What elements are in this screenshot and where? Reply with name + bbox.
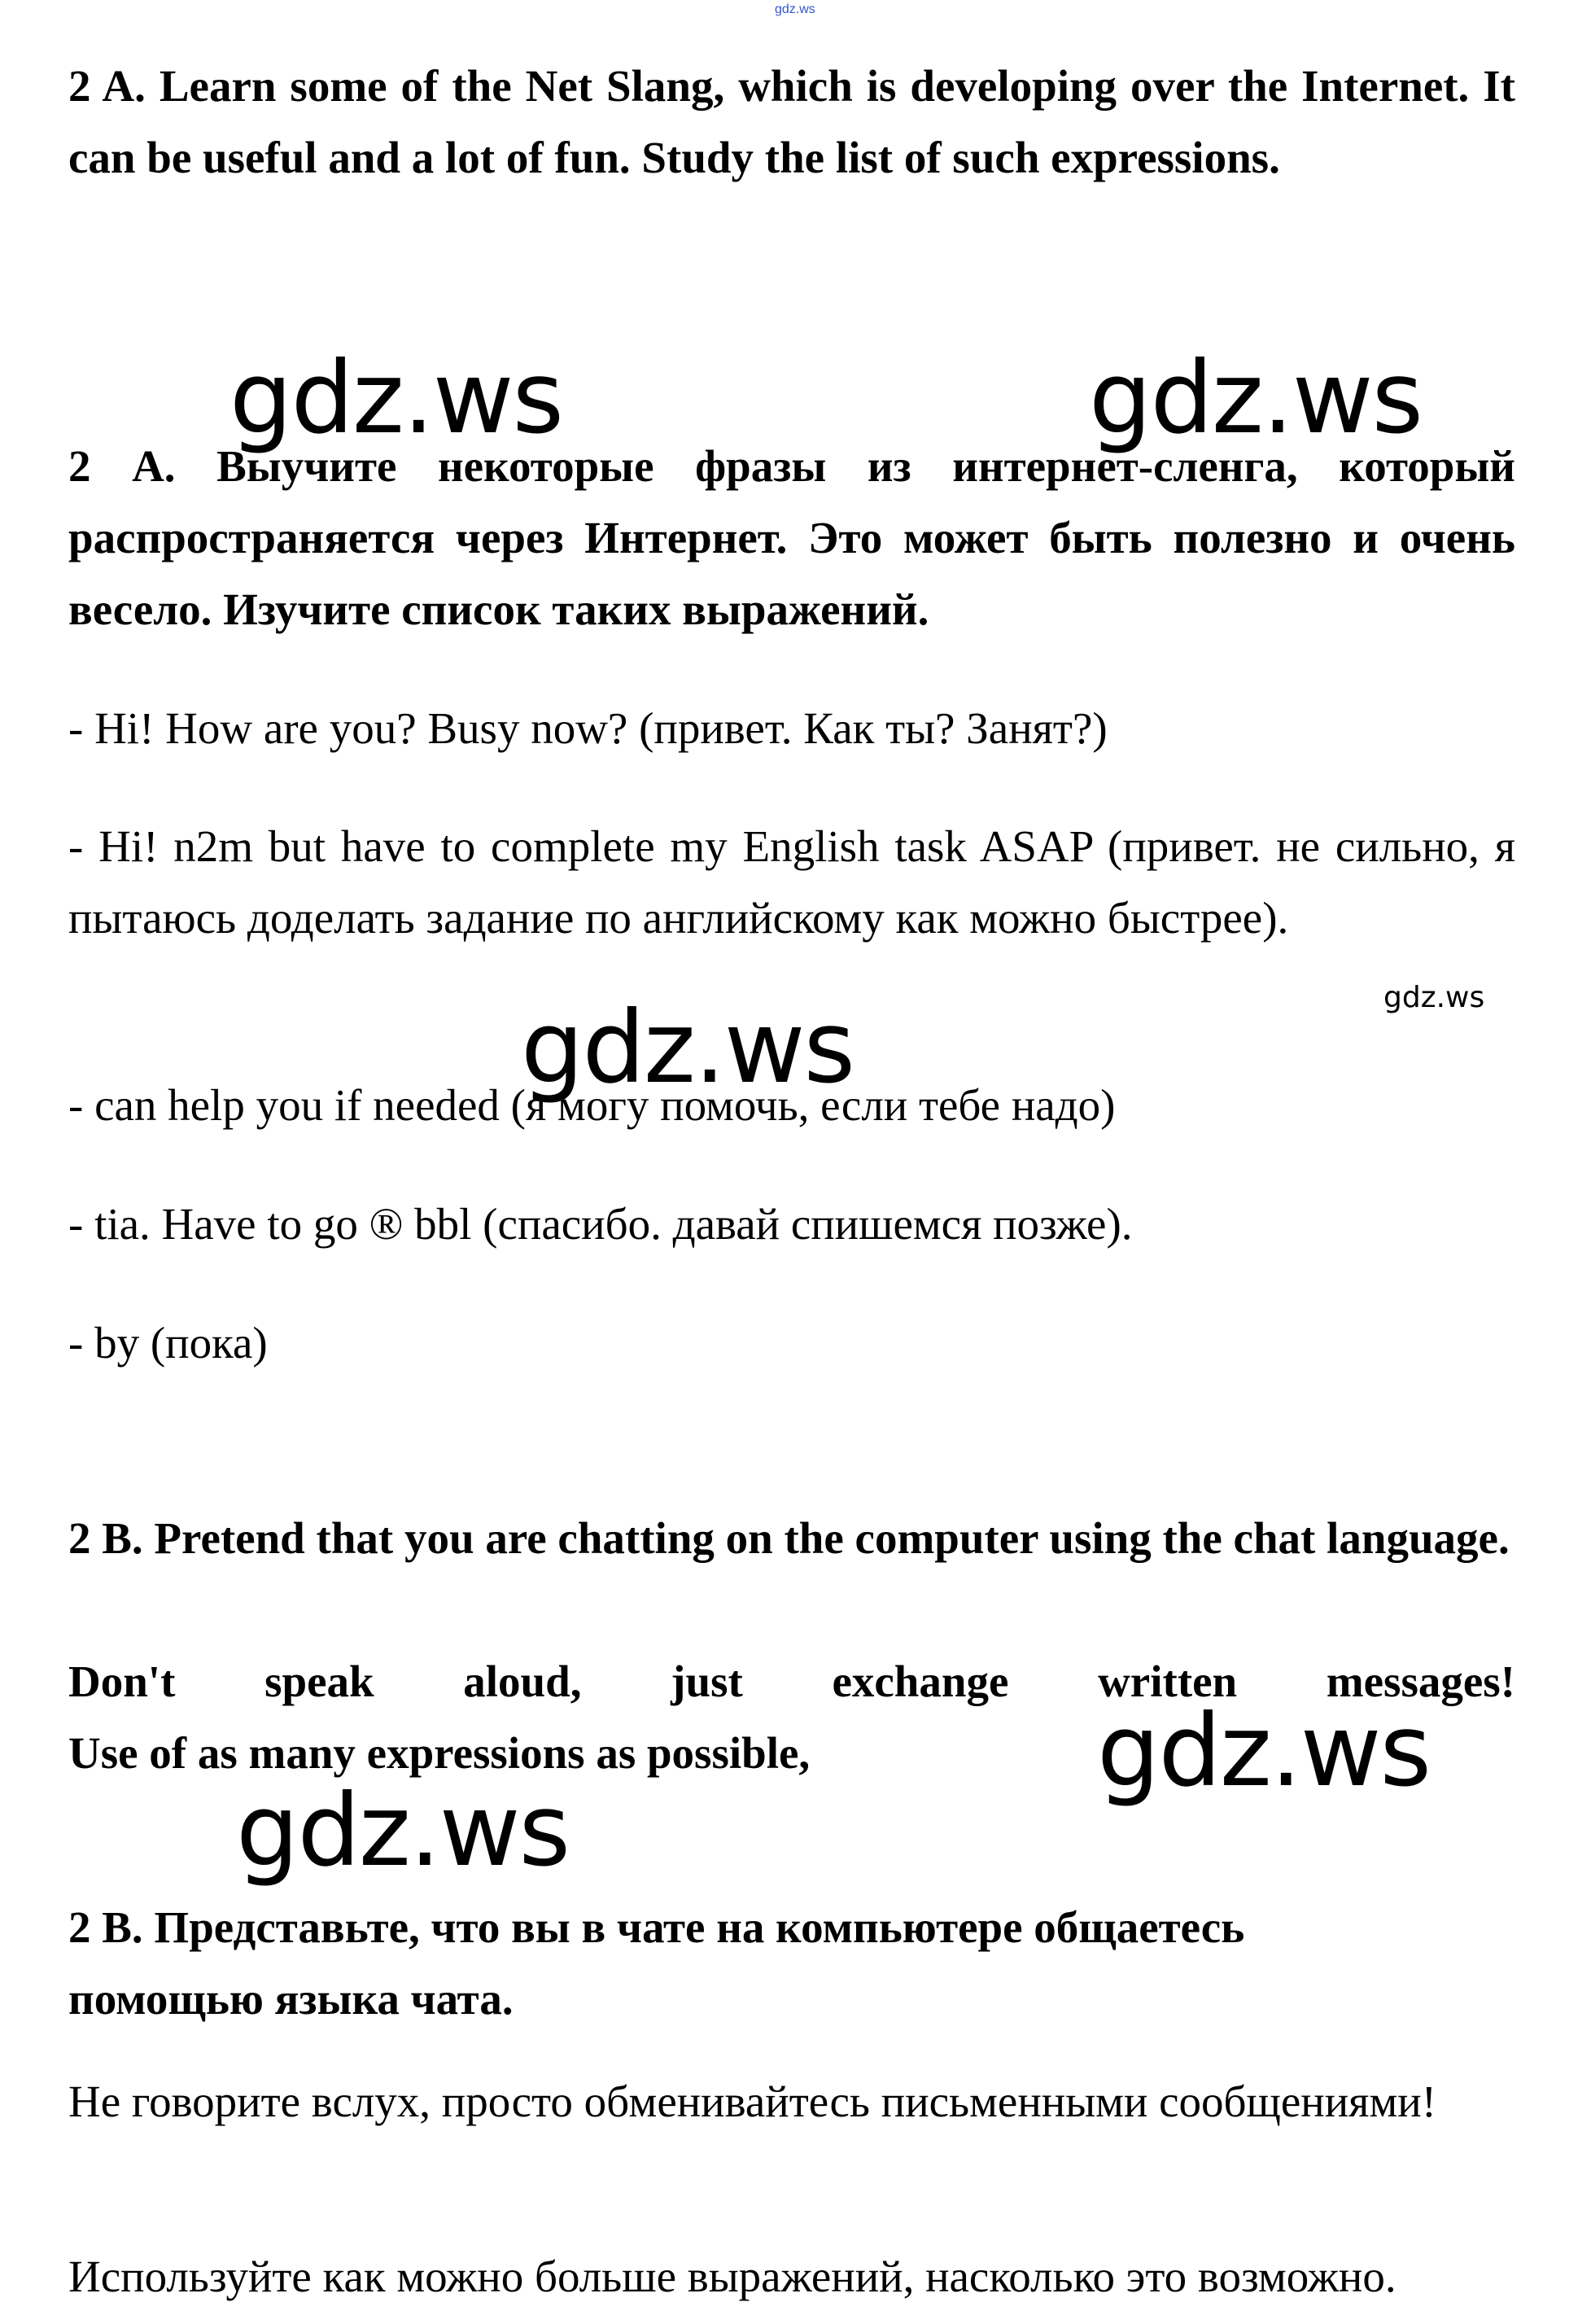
watermark-logo: gdz.ws (521, 990, 855, 1105)
dialogue-line-4: - tia. Have to go ® bbl (спасибо. давай спишемся позже). (68, 1199, 1133, 1249)
dialogue-line-2: - Hi! n2m but have to complete my English task ASAP (привет. не сильно, я пытаюсь доделать задание по английскому как можно быстрее). (68, 821, 1515, 943)
watermark-logo: gdz.ws (1097, 1693, 1431, 1809)
task-2b-russian-para-2: Используйте как можно больше выражений, насколько это возможно. (68, 2252, 1396, 2301)
watermark-logo: gdz.ws (1089, 340, 1423, 456)
dialogue-line-1: - Hi! How are you? Busy now? (привет. Как ты? Занят?) (68, 703, 1108, 753)
dialogue-line-5: - by (пока) (68, 1318, 268, 1368)
task-2b-russian-heading: 2 В. Представьте, что вы в чате на компьютере общаетесь помощью языка чата. (68, 1902, 1245, 2024)
watermark-logo-small: gdz.ws (1383, 981, 1485, 1014)
task-2a-english: 2 A. Learn some of the Net Slang, which is developing over the Internet. It can be useful and a lot of fun. Study the list of such expressions. (68, 61, 1515, 182)
task-2b-russian-para-1: Не говорите вслух, просто обменивайтесь письменными сообщениями! (68, 2077, 1437, 2126)
watermark-logo: gdz.ws (229, 340, 563, 456)
watermark-logo: gdz.ws (236, 1773, 570, 1889)
task-2a-russian: 2 А. Выучите некоторые фразы из интернет-сленга, который распространяется через Интернет. Это может быть полезно и очень весело. Изучите список таких выражений. (68, 441, 1515, 634)
dialogue-line-3: - can help you if needed (я могу помочь, если тебе надо) (68, 1080, 1116, 1130)
task-2b-english-line-1: 2 B. Pretend that you are chatting on the computer using the chat language. (68, 1513, 1510, 1563)
task-2b-english-line-2: Don't speak aloud, just exchange written messages! (68, 1657, 1515, 1706)
task-2b-english-line-3: Use of as many expressions as possible, (68, 1728, 811, 1778)
top-watermark: gdz.ws (775, 2, 815, 16)
